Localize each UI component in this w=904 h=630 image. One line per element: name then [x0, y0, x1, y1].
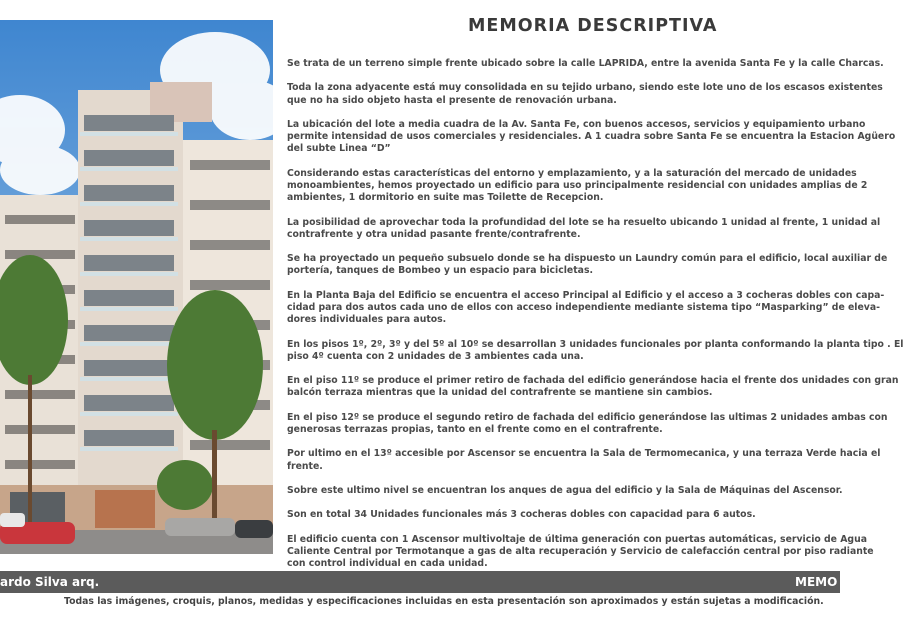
paragraph: Se trata de un terreno simple frente ubicado sobre la calle LAPRIDA, entre la avenida Santa Fe y la calle Charcas. — [287, 58, 884, 69]
page-title: MEMORIA DESCRIPTIVA — [468, 16, 718, 36]
footer-author: ardo Silva arq. — [0, 575, 100, 589]
building-render-image — [0, 20, 273, 554]
paragraph: En la Planta Baja del Edificio se encuentra el acceso Principal al Edificio y el acceso a 3 cocheras dobles con capa- cidad para dos autos cada uno de ellos con acceso independiente mediante sistema tipo “Masparking” de eleva- dores individuales para autos. — [287, 289, 885, 326]
paragraph: Sobre este ultimo nivel se encuentran los anques de agua del edificio y la Sala de Máquinas del Ascensor. — [287, 484, 843, 496]
paragraph: Son en total 34 Unidades funcionales más 3 cocheras dobles con capacidad para 6 autos. — [287, 509, 756, 521]
description-body — [287, 58, 904, 583]
paragraph: En el piso 12º se produce el segundo retiro de fachada del edificio generándose las ultimas 2 unidades ambas con generosas terrazas propias, tanto en el frente como en el contrafrente. — [287, 411, 888, 435]
paragraph: Por ultimo en el 13º accesible por Ascensor se encuentra la Sala de Termomecanica, y una terraza Verde hacia el frente. — [287, 448, 881, 472]
paragraph: El edificio cuenta con 1 Ascensor multivoltaje de última generación con puertas automáticas, servicio de Agua Caliente Central por Termotanque a gas de alta recuperación y Servicio de calefacción central por piso radiante con control individual en cada unidad. — [287, 533, 874, 570]
footer-bar — [0, 571, 840, 593]
paragraph: Considerando estas características del entorno y emplazamiento, y a la saturación del mercado de unidades monoambientes, hemos proyectado un edificio para uso principalmente residencial con unidades amplias de 2 ambientes, 1 dormitorio en suite mas Toilette de Recepcion. — [287, 167, 868, 204]
footer-section: MEMO — [795, 575, 838, 589]
paragraph: En el piso 11º se produce el primer retiro de fachada del edificio generándose hacia el frente dos unidades con gran balcón terraza mientras que la unidad del contrafrente se mantiene sin cambios. — [287, 375, 899, 399]
paragraph: Toda la zona adyacente está muy consolidada en su tejido urbano, siendo este lote uno de los escasos existentes que no ha sido objeto hasta el presente de renovación urbana. — [287, 82, 883, 106]
paragraph: En los pisos 1º, 2º, 3º y del 5º al 10º se desarrollan 3 unidades funcionales por planta conformando la planta tipo . El piso 4º cuenta con 2 unidades de 3 ambientes cada una. — [287, 338, 904, 362]
paragraph: Se ha proyectado un pequeño subsuelo donde se ha dispuesto un Laundry común para el edificio, local auxiliar de portería, tanques de Bombeo y un espacio para bicicletas. — [287, 253, 888, 277]
disclaimer: Todas las imágenes, croquis, planos, medidas y especificaciones incluidas en esta presentación son aproximados y están sujetas a modificación. — [64, 596, 824, 607]
paragraph: La posibilidad de aprovechar toda la profundidad del lote se ha resuelto ubicando 1 unidad al frente, 1 unidad al contrafrente y otra unidad pasante frente/contrafrente. — [287, 216, 881, 240]
paragraph: La ubicación del lote a media cuadra de la Av. Santa Fe, con buenos accesos, servicios y equipamiento urbano permite intensidad de usos comerciales y residenciales. A 1 cuadra sobre Santa Fe se encuentra la Estacion Agüero del subte Linea “D” — [287, 118, 896, 155]
